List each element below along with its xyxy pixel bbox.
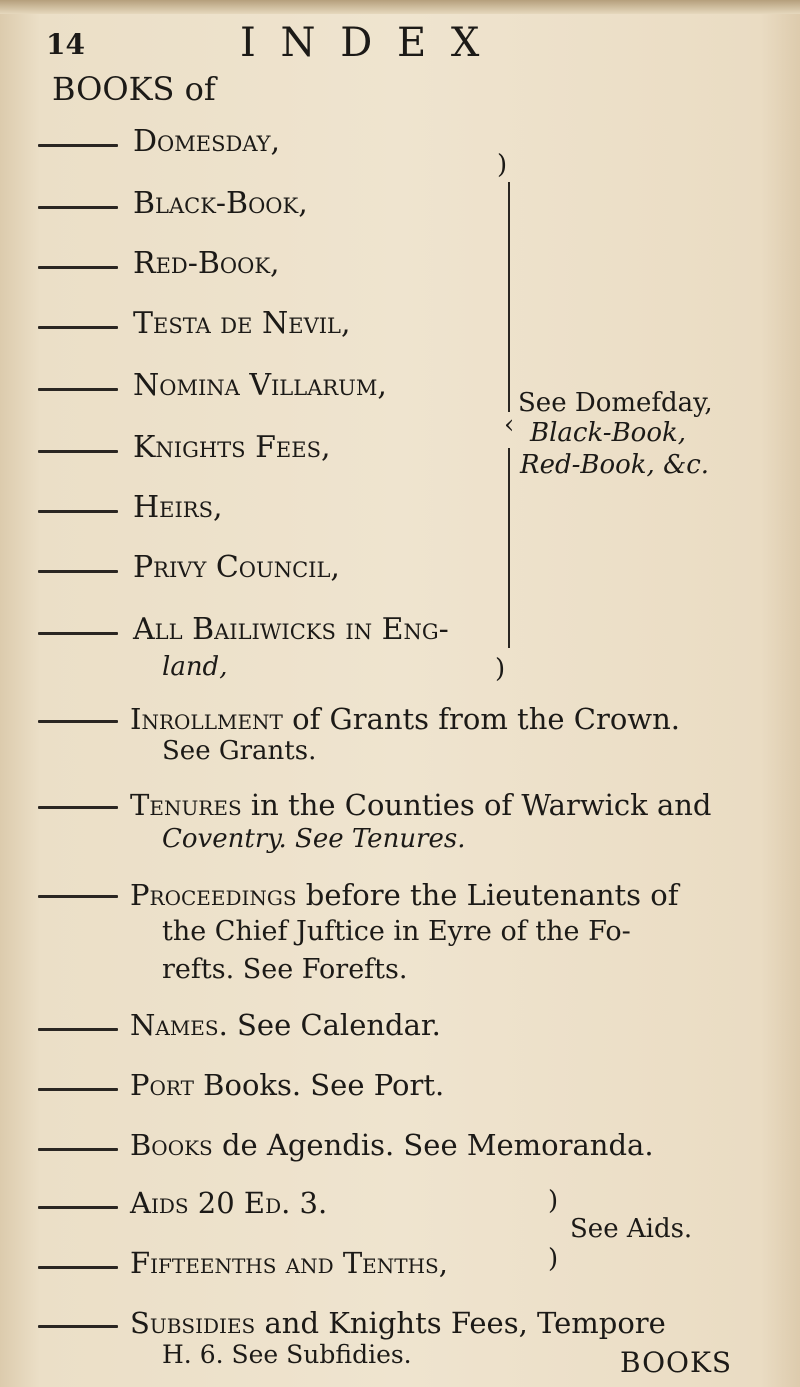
entry-head: Names. [130, 1008, 228, 1042]
page-title: I N D E X [240, 20, 486, 66]
brace-bottom: ) [548, 1244, 559, 1274]
dash-rule [38, 895, 118, 898]
dash-rule [38, 450, 118, 453]
see-aids-reference: See Aids. [570, 1214, 693, 1244]
entry-text: in the Counties of Warwick and [241, 788, 712, 822]
dash-rule [38, 1148, 118, 1151]
section-subtitle: BOOKS of [52, 70, 216, 108]
entry-head: Books [130, 1128, 213, 1162]
entry-line: H. 6. See Subfidies. [162, 1340, 412, 1369]
entry-proceedings [130, 878, 678, 912]
dash-rule [38, 388, 118, 391]
dash-rule [38, 632, 118, 635]
entry-head: Subsidies [130, 1306, 256, 1340]
entry-text: Books. See Port. [193, 1068, 445, 1102]
entry-nomina-villarum: Nomina Villarum, [133, 368, 387, 403]
brace-line [508, 182, 516, 412]
entry-books-de-agendis [130, 1128, 654, 1162]
entry-text: and Knights Fees, Tempore [255, 1306, 666, 1340]
dash-rule [38, 1325, 118, 1328]
entry-fifteenths: Fifteenths and Tenths, [130, 1246, 448, 1280]
entry-head: Inrollment [130, 702, 283, 736]
entry-continuation: land, [162, 652, 228, 682]
entry-knights-fees: Knights Fees, [133, 430, 331, 465]
entry-port-books [130, 1068, 444, 1102]
entry-line: refts. See Forefts. [162, 954, 408, 985]
entry-aids: Aids 20 Ed. 3. [130, 1186, 328, 1220]
dash-rule [38, 326, 118, 329]
dash-rule [38, 570, 118, 573]
entry-line: See Grants. [162, 736, 317, 766]
entry-line: Coventry. See Tenures. [162, 824, 466, 854]
dash-rule [38, 720, 118, 723]
dash-rule [38, 1028, 118, 1031]
dash-rule [38, 144, 118, 147]
brace-top: ) [497, 150, 508, 180]
entry-domesday: Domesday, [133, 124, 281, 159]
entry-heirs: Heirs, [133, 490, 223, 525]
entry-text: See Calendar. [227, 1008, 441, 1042]
see-reference-line1: See Domefday, [518, 388, 713, 418]
page-top-edge [0, 0, 800, 14]
brace-top: ) [548, 1186, 559, 1216]
entry-privy-council: Privy Council, [133, 550, 340, 585]
page-number: 14 [46, 28, 85, 61]
dash-rule [38, 1266, 118, 1269]
brace-point: ‹ [504, 410, 515, 440]
entry-names [130, 1008, 441, 1042]
entry-subsidies [130, 1306, 666, 1340]
entry-head: Proceedings [130, 878, 297, 912]
brace-bottom: ) [495, 654, 506, 684]
entry-red-book: Red-Book, [133, 246, 280, 281]
entry-all-bailiwicks: All Bailiwicks in Eng- [133, 612, 449, 647]
see-reference-line3: Red-Book, &c. [520, 450, 710, 480]
entry-text: before the Lieutenants of [296, 878, 679, 912]
entry-tenures [130, 788, 711, 822]
entry-head: Port [130, 1068, 194, 1102]
see-reference-line2: Black-Book, [530, 418, 686, 448]
entry-text: of Grants from the Crown. [282, 702, 680, 736]
entry-testa-de-nevil: Testa de Nevil, [133, 306, 351, 341]
dash-rule [38, 806, 118, 809]
entry-inrollment [130, 702, 680, 736]
entry-line: the Chief Juftice in Eyre of the Fo- [162, 916, 631, 947]
dash-rule [38, 266, 118, 269]
catchword: BOOKS [620, 1346, 733, 1379]
entry-text: de Agendis. See Memoranda. [212, 1128, 654, 1162]
dash-rule [38, 206, 118, 209]
dash-rule [38, 1088, 118, 1091]
brace-line [508, 448, 516, 648]
dash-rule [38, 1206, 118, 1209]
entry-head: Tenures [130, 788, 242, 822]
dash-rule [38, 510, 118, 513]
entry-black-book: Black-Book, [133, 186, 308, 221]
